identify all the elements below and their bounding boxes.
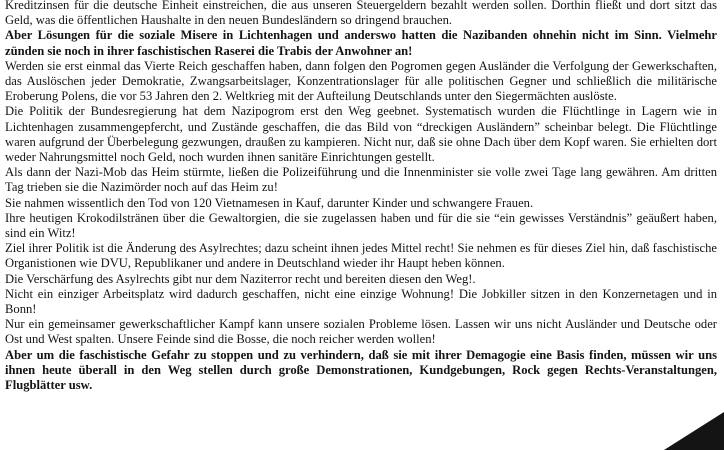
document-body (5, 0, 717, 393)
paragraph-12-bold: Aber um die faschistische Gefahr zu stoppen und zu verhindern, daß sie mit ihrer Demagogie eine Basis finden, müssen wir uns ihnen heute überall in den Weg stellen durch große Demonstrationen, Kundgebungen, Rock gegen Rechts-Veranstaltungen, Flugblätter usw. (5, 347, 717, 393)
paragraph-1: Kreditzinsen für die deutsche Einheit einstreichen, die aus unseren Steuergeldern bezahlt werden sollen. Dorthin fließt und dort sitzt das Geld, was die öffentlichen Haushalte in den neuen Bundesländern so dringend brauchen. (5, 0, 717, 28)
paragraph-11: Nur ein gemeinsamer gewerkschaftlicher Kampf kann unsere sozialen Probleme lösen. Lassen wir uns nicht Ausländer und Deutsche oder Ost und West spalten. Unsere Feinde sind die Bosse, die noch reicher werden wollen! (5, 317, 717, 347)
paragraph-8: Ziel ihrer Politik ist die Änderung des Asylrechtes; dazu scheint ihnen jedes Mittel recht! Sie nehmen es für dieses Ziel hin, daß faschistische Organistionen wie DVU, Republikaner und andere in Deutschland wieder ihr Haupt heben können. (5, 241, 717, 271)
paragraph-3: Werden sie erst einmal das Vierte Reich geschaffen haben, dann folgen den Pogromen gegen Ausländer die Verfolgung der Gewerkschaften, das Auslöschen jeder Demokratie, Zwangsarbeitslager, Konzentrationslager für alle politischen Gegner und schließlich die militärische Eroberung Polens, die vor 53 Jahren den 2. Weltkrieg mit der Aufteilung Deutschlands unter den Siegermächten auslöste. (5, 58, 717, 104)
paragraph-2-bold: Aber Lösungen für die soziale Misere in Lichtenhagen und anderswo hatten die Nazibanden ohnehin nicht im Sinn. Vielmehr zünden sie noch in ihrer faschistischen Raserei die Trabis der Anwohner an! (5, 28, 717, 58)
paragraph-7: Ihre heutigen Krokodilstränen über die Gewaltorgien, die sie zugelassen haben und für die sie “ein gewisses Verständnis” geäußert haben, sind ein Witz! (5, 210, 717, 241)
paragraph-6: Sie nahmen wissentlich den Tod von 120 Vietnamesen in Kauf, darunter Kinder und schwangere Frauen. (5, 195, 534, 210)
paragraph-10: Nicht ein einziger Arbeitsplatz wird dadurch geschaffen, nicht eine einzige Wohnung! Die Jobkiller sitzen in den Konzernetagen und in Bonn! (5, 286, 717, 317)
paragraph-9: Die Verschärfung des Asylrechts gibt nur dem Naziterror recht und bereiten diesen den Weg!. (5, 271, 476, 286)
paragraph-5: Als dann der Nazi-Mob das Heim stürmte, ließen die Polizeiführung und die Innenminister sie volle zwei Tage lang gewähren. Am dritten Tag trieben sie die Nazimörder noch auf das Heim zu! (5, 165, 717, 195)
black-corner-graphic (664, 412, 724, 450)
paragraph-4: Die Politik der Bundesregierung hat dem Nazipogrom erst den Weg geebnet. Systematisch wurden die Flüchtlinge in Lagern wie in Lichtenhagen zusammengepfercht, und Zustände geschaffen, die das Bild von “dreckigen Ausländern” scheinbar belegt. Die Flüchtlinge waren aufgrund der Überbelegung gezwungen, draußen zu kampieren. Nicht nur, daß sie ohne Dach über dem Kopf waren. Sie erhielten dort weder Nahrungsmittel noch Geld, noch wurden ihnen sanitäre Einrichtungen gestellt. (5, 104, 717, 165)
